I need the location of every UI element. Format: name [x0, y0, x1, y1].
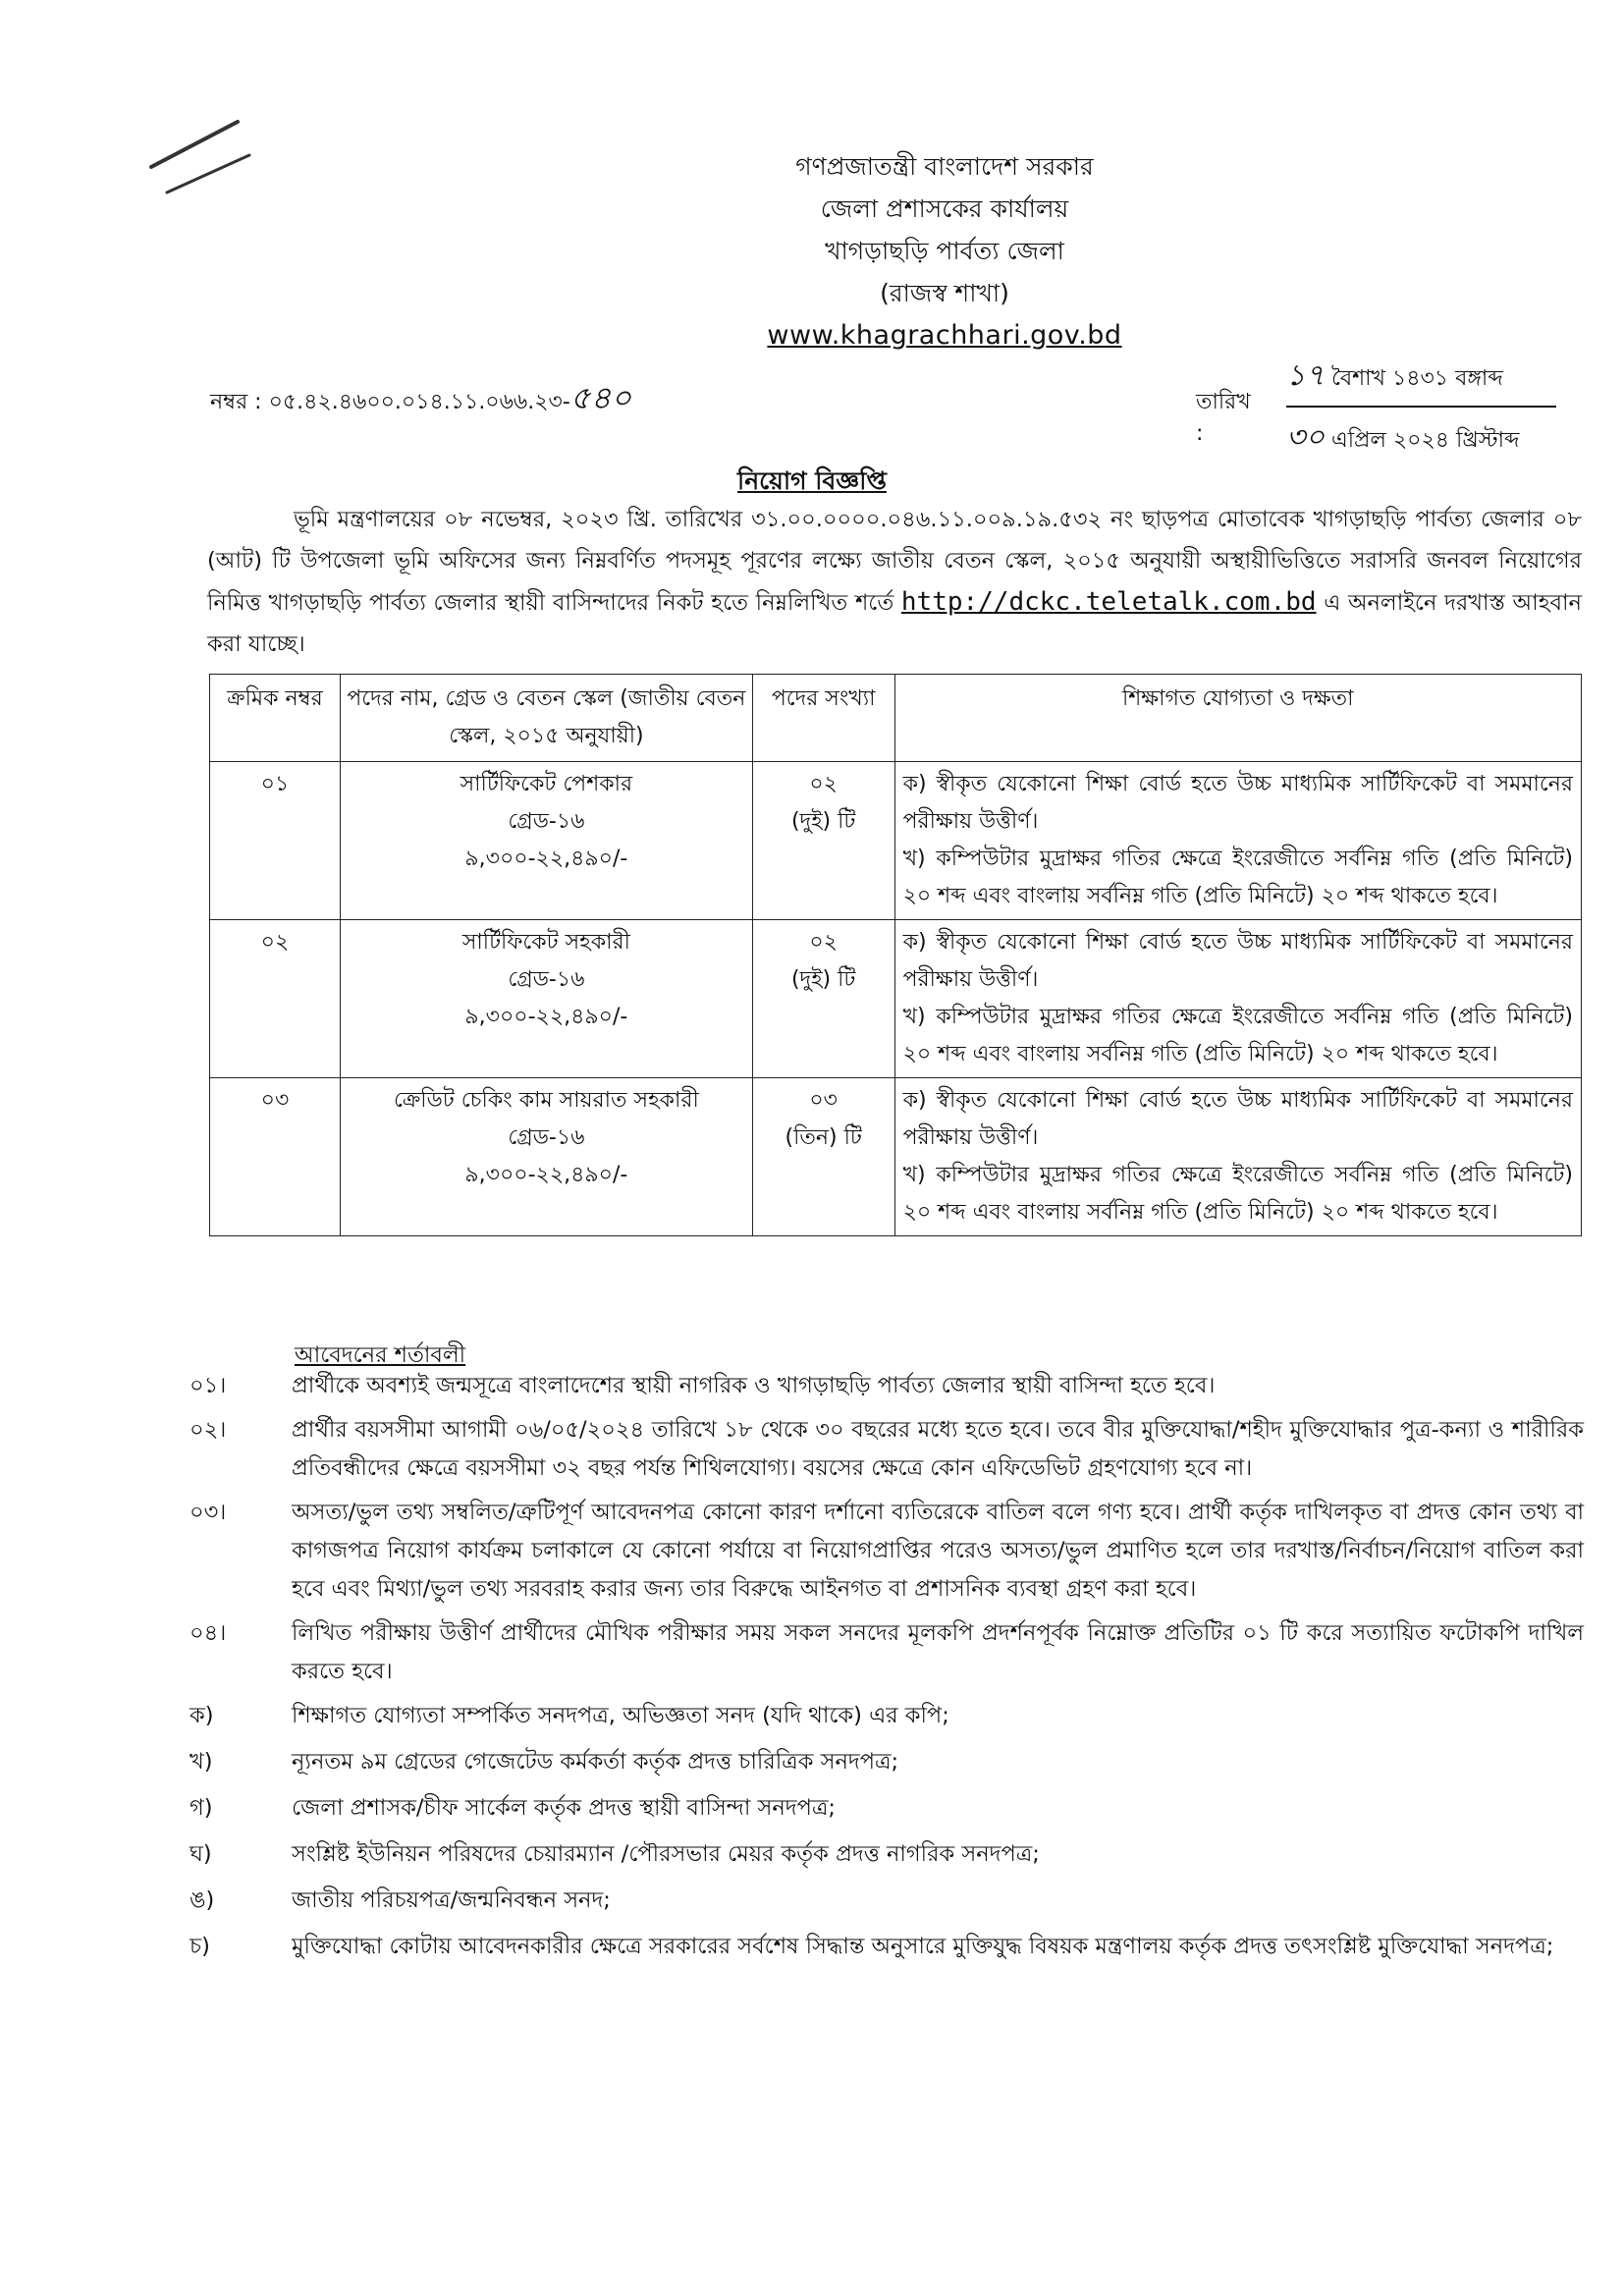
memo-prefix: নম্বর : ০৫.৪২.৪৬০০.০১৪.১১.০৬৬.২৩- — [210, 390, 570, 414]
intro-paragraph — [207, 499, 1582, 665]
letterhead — [0, 145, 1624, 357]
memo-handwritten-number: ৫৪০ — [569, 379, 632, 416]
post-count: ০৩ — [809, 1088, 838, 1113]
date-bangla — [1286, 352, 1556, 408]
row-serial: ০১ — [210, 762, 341, 920]
document-subitem — [189, 1882, 1584, 1920]
subitem-text: ন্যূনতম ৯ম গ্রেডের গেজেটেড কর্মকর্তা কর্তৃক প্রদত্ত চারিত্রিক সনদপত্র; — [292, 1749, 899, 1775]
table-header-row — [210, 675, 1582, 762]
subitem-letter: ক) — [189, 1703, 214, 1728]
subitem-letter: গ) — [189, 1795, 213, 1821]
header-serial: ক্রমিক নম্বর — [210, 675, 341, 762]
post-grade: গ্রেড-১৬ — [508, 967, 585, 992]
header-office: জেলা প্রশাসকের কার্যালয় — [820, 194, 1069, 223]
date-english-day: ৩০ — [1286, 420, 1326, 455]
vacancy-table — [209, 674, 1582, 1236]
post-scale: ৯,৩০০-২২,৪৯০/- — [464, 1163, 628, 1187]
header-section: (রাজস্ব শাখা) — [880, 279, 1009, 307]
header-government: গণপ্রজাতন্ত্রী বাংলাদেশ সরকার — [795, 152, 1094, 181]
row-serial: ০২ — [210, 920, 341, 1078]
condition-item — [189, 1614, 1584, 1691]
table-row — [210, 1078, 1582, 1236]
qualification-b: খ) কম্পিউটার মুদ্রাক্ষর গতির ক্ষেত্রে ইংরেজীতে সর্বনিম্ন গতি (প্রতি মিনিটে) ২০ শব্দ এবং বাংলায় সর্বনিম্ন গতি (প্রতি মিনিটে) ২০ শব্দ থাকতে হবে। — [902, 847, 1573, 908]
post-scale: ৯,৩০০-২২,৪৯০/- — [464, 847, 628, 871]
row-post — [340, 1078, 752, 1236]
subitem-letter: খ) — [189, 1749, 213, 1775]
row-qualification — [894, 762, 1581, 920]
row-qualification — [894, 920, 1581, 1078]
row-count — [752, 762, 894, 920]
post-name: সার্টিফিকেট সহকারী — [461, 930, 630, 955]
header-website-link[interactable]: www.khagrachhari.gov.bd — [767, 320, 1122, 351]
header-district: খাগড়াছড়ি পার্বত্য জেলা — [825, 237, 1064, 265]
qualification-a: ক) স্বীকৃত যেকোনো শিক্ষা বোর্ড হতে উচ্চ মাধ্যমিক সার্টিফিকেট বা সমমানের পরীক্ষায় উত্তীর্ণ। — [902, 772, 1573, 834]
row-post — [340, 762, 752, 920]
condition-number: ০৪। — [189, 1620, 227, 1646]
condition-text: প্রার্থীর বয়সসীমা আগামী ০৬/০৫/২০২৪ তারিখে ১৮ থেকে ৩০ বছরের মধ্যে হতে হবে। তবে বীর মুক্তিযোদ্ধা/শহীদ মুক্তিযোদ্ধার পুত্র-কন্যা ও শারীরিক প্রতিবন্ধীদের ক্ষেত্রে বয়সসীমা ৩২ বছর পর্যন্ত শিথিলযোগ্য। বয়সের ক্ষেত্রে কোন এফিডেভিট গ্রহণযোগ্য হবে না। — [292, 1417, 1584, 1481]
subitem-text: জাতীয় পরিচয়পত্র/জন্মনিবন্ধন সনদ; — [292, 1887, 611, 1913]
date-bangla-month-year: বৈশাখ ১৪৩১ বঙ্গাব্দ — [1324, 366, 1503, 391]
qualification-b: খ) কম্পিউটার মুদ্রাক্ষর গতির ক্ষেত্রে ইংরেজীতে সর্বনিম্ন গতি (প্রতি মিনিটে) ২০ শব্দ এবং বাংলায় সর্বনিম্ন গতি (প্রতি মিনিটে) ২০ শব্দ থাকতে হবে। — [902, 1163, 1573, 1225]
conditions-list — [189, 1367, 1584, 1974]
date-english — [1286, 408, 1571, 464]
subitem-text: সংশ্লিষ্ট ইউনিয়ন পরিষদের চেয়ারম্যান /পৌরসভার মেয়র কর্তৃক প্রদত্ত নাগরিক সনদপত্র; — [292, 1841, 1040, 1867]
date-label: তারিখ : — [1196, 390, 1251, 446]
row-count — [752, 920, 894, 1078]
condition-item — [189, 1411, 1584, 1488]
row-serial: ০৩ — [210, 1078, 341, 1236]
subitem-text: জেলা প্রশাসক/চীফ সার্কেল কর্তৃক প্রদত্ত স্থায়ী বাসিন্দা সনদপত্র; — [292, 1795, 836, 1821]
date-bangla-day: ১৭ — [1286, 358, 1325, 393]
post-name: সার্টিফিকেট পেশকার — [460, 772, 633, 796]
date-english-month-year: এপ্রিল ২০২৪ খ্রিস্টাব্দ — [1325, 428, 1520, 453]
post-count-words: (তিন) টি — [785, 1125, 862, 1150]
table-row — [210, 920, 1582, 1078]
condition-text: প্রার্থীকে অবশ্যই জন্মসূত্রে বাংলাদেশের স্থায়ী নাগরিক ও খাগড়াছড়ি পার্বত্য জেলার স্থায়ী বাসিন্দা হতে হবে। — [292, 1373, 1216, 1398]
intro-text: ভূমি মন্ত্রণালয়ের ০৮ নভেম্বর, ২০২৩ খ্রি. তারিখের ৩১.০০.০০০০.০৪৬.১১.০০৯.১৯.৫৩২ নং ছাড়পত্র মোতাবেক খাগড়াছড়ি পার্বত্য জেলার ০৮ (আট) টি উপজেলা ভূমি অফিসের জন্য নিম্নবর্ণিত পদসমূহ পূরণের লক্ষ্যে জাতীয় বেতন স্কেল, ২০১৫ অনুযায়ী অস্থায়ীভিত্তিতে সরাসরি জনবল নিয়োগের নিমিত্ত খাগড়াছড়ি পার্বত্য জেলার স্থায়ী বাসিন্দাদের নিকট হতে নিম্নলিখিত শর্তে — [207, 507, 1582, 616]
document-subitem — [189, 1789, 1584, 1828]
subitem-text: শিক্ষাগত যোগ্যতা সম্পর্কিত সনদপত্র, অভিজ্ঞতা সনদ (যদি থাকে) এর কপি; — [292, 1703, 949, 1728]
qualification-a: ক) স্বীকৃত যেকোনো শিক্ষা বোর্ড হতে উচ্চ মাধ্যমিক সার্টিফিকেট বা সমমানের পরীক্ষায় উত্তীর্ণ। — [902, 1088, 1573, 1150]
qualification-a: ক) স্বীকৃত যেকোনো শিক্ষা বোর্ড হতে উচ্চ মাধ্যমিক সার্টিফিকেট বা সমমানের পরীক্ষায় উত্তীর্ণ। — [902, 930, 1573, 992]
post-grade: গ্রেড-১৬ — [508, 1125, 585, 1150]
post-count: ০২ — [809, 930, 838, 955]
subitem-letter: চ) — [189, 1934, 210, 1959]
conditions-heading: আবেদনের শর্তাবলী — [295, 1342, 466, 1368]
row-qualification — [894, 1078, 1581, 1236]
condition-number: ০৩। — [189, 1500, 227, 1525]
post-scale: ৯,৩০০-২২,৪৯০/- — [464, 1005, 628, 1029]
memo-number — [210, 373, 631, 426]
post-count-words: (দুই) টি — [790, 809, 856, 834]
condition-number: ০১। — [189, 1373, 227, 1398]
post-count-words: (দুই) টি — [790, 967, 856, 992]
application-url-link[interactable]: http://dckc.teletalk.com.bd — [900, 587, 1317, 617]
row-post — [340, 920, 752, 1078]
condition-number: ০২। — [189, 1417, 227, 1443]
condition-item — [189, 1367, 1584, 1405]
post-count: ০২ — [809, 772, 838, 796]
row-count — [752, 1078, 894, 1236]
header-count: পদের সংখ্যা — [752, 675, 894, 762]
post-name: ক্রেডিট চেকিং কাম সায়রাত সহকারী — [393, 1088, 699, 1113]
document-subitem — [189, 1743, 1584, 1781]
subitem-letter: ঘ) — [189, 1841, 212, 1867]
intro-suffix: এ অনলাইনে দরখাস্ত আহবান করা যাচ্ছে। — [207, 590, 1582, 657]
condition-item — [189, 1494, 1584, 1609]
table-row — [210, 762, 1582, 920]
qualification-b: খ) কম্পিউটার মুদ্রাক্ষর গতির ক্ষেত্রে ইংরেজীতে সর্বনিম্ন গতি (প্রতি মিনিটে) ২০ শব্দ এবং বাংলায় সর্বনিম্ন গতি (প্রতি মিনিটে) ২০ শব্দ থাকতে হবে। — [902, 1005, 1573, 1066]
notice-title: নিয়োগ বিজ্ঞপ্তি — [737, 466, 887, 495]
condition-text: লিখিত পরীক্ষায় উত্তীর্ণ প্রার্থীদের মৌখিক পরীক্ষার সময় সকল সনদের মূলকপি প্রদর্শনপূর্বক নিম্নোক্ত প্রতিটির ০১ টি করে সত্যায়িত ফটোকপি দাখিল করতে হবে। — [292, 1620, 1584, 1684]
document-subitem — [189, 1697, 1584, 1735]
document-subitem — [189, 1928, 1584, 1966]
header-qualification: শিক্ষাগত যোগ্যতা ও দক্ষতা — [894, 675, 1581, 762]
subitem-text: মুক্তিযোদ্ধা কোটায় আবেদনকারীর ক্ষেত্রে সরকারের সর্বশেষ সিদ্ধান্ত অনুসারে মুক্তিযুদ্ধ বিষয়ক মন্ত্রণালয় কর্তৃক প্রদত্ত তৎসংশ্লিষ্ট মুক্তিযোদ্ধা সনদপত্র; — [292, 1934, 1554, 1959]
subitem-letter: ঙ) — [189, 1887, 215, 1913]
condition-text: অসত্য/ভুল তথ্য সম্বলিত/ত্রুটিপূর্ণ আবেদনপত্র কোনো কারণ দর্শানো ব্যতিরেকে বাতিল বলে গণ্য হবে। প্রার্থী কর্তৃক দাখিলকৃত বা প্রদত্ত কোন তথ্য বা কাগজপত্র নিয়োগ কার্যক্রম চলাকালে যে কোনো পর্যায়ে বা নিয়োগপ্রাপ্তির পরেও অসত্য/ভুল প্রমাণিত হলে তার দরখাস্ত/নির্বাচন/নিয়োগ বাতিল করা হবে এবং মিথ্যা/ভুল তথ্য সরবরাহ করার জন্য তার বিরুদ্ধে আইনগত বা প্রশাসনিক ব্যবস্থা গ্রহণ করা হবে। — [292, 1500, 1584, 1602]
post-grade: গ্রেড-১৬ — [508, 809, 585, 834]
header-post: পদের নাম, গ্রেড ও বেতন স্কেল (জাতীয় বেতন স্কেল, ২০১৫ অনুযায়ী) — [340, 675, 752, 762]
document-subitem — [189, 1835, 1584, 1874]
